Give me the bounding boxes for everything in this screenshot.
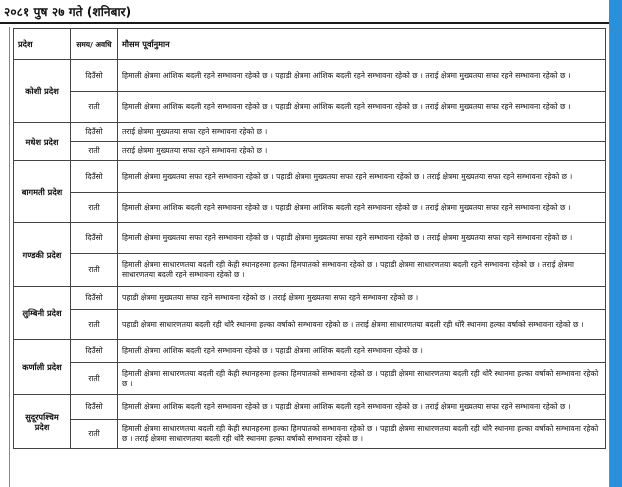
time-cell: दिउँसो — [71, 60, 118, 92]
table-row — [14, 193, 606, 223]
province-cell: गण्डकी प्रदेश — [14, 223, 71, 287]
time-cell: दिउँसो — [71, 123, 118, 142]
time-cell: दिउँसो — [71, 340, 118, 363]
table-row — [14, 340, 606, 363]
table-row — [14, 92, 606, 123]
time-cell: दिउँसो — [71, 287, 118, 310]
forecast-cell: पहाडी क्षेत्रमा साधारणतया बदली रही थोरै स्थानमा हल्का वर्षाको सम्भावना रहेको छ । तराई क्षेत्रमा साधारणतया बदली रही थोरै स्थानमा हल्का वर्षाको सम्भावना रहेको छ । — [118, 310, 606, 340]
forecast-cell: हिमाली क्षेत्रमा आंशिक बदली रहने सम्भावना रहेको छ । पहाडी क्षेत्रमा आंशिक बदली रहने सम्भावना रहेको छ । तराई क्षेत्रमा मुख्यतया सफा रहने सम्भावना रहेको छ । — [118, 395, 606, 420]
forecast-cell: तराई क्षेत्रमा मुख्यतया सफा रहने सम्भावना रहेको छ । — [118, 123, 606, 142]
table-row — [14, 123, 606, 142]
page-title: २०८१ पुष २७ गते (शनिबार) — [4, 5, 132, 19]
forecast-cell: हिमाली क्षेत्रमा आंशिक बदली रहने सम्भावना रहेको छ । पहाडी क्षेत्रमा आंशिक बदली रहने सम्भावना रहेको छ । तराई क्षेत्रमा मुख्यतया सफा रहने सम्भावना रहेको छ । — [118, 60, 606, 92]
province-cell: कर्णाली प्रदेश — [14, 340, 71, 395]
forecast-column-header: मौसम पूर्वानुमान — [118, 29, 606, 60]
title-bar — [0, 0, 609, 24]
table-row — [14, 60, 606, 92]
time-cell: दिउँसो — [71, 161, 118, 193]
time-column-header: समय/ अवधि — [71, 29, 118, 60]
province-cell: बागमती प्रदेश — [14, 161, 71, 223]
time-cell: राती — [71, 254, 118, 287]
time-cell: राती — [71, 420, 118, 449]
table-row — [14, 161, 606, 193]
province-cell: सुदूरपश्चिम प्रदेश — [14, 395, 71, 449]
forecast-cell: हिमाली क्षेत्रमा साधारणतया बदली रही केही स्थानहरुमा हल्का हिमपातको सम्भावना रहेको छ । पहाडी क्षेत्रमा साधारणतया बदली रही थोरै स्थानमा हल्का वर्षाको सम्भावना रहेको छ । — [118, 363, 606, 395]
table-row — [14, 287, 606, 310]
forecast-cell: हिमाली क्षेत्रमा साधारणतया बदली रही केही स्थानहरुमा हल्का हिमपातको सम्भावना रहेको छ । पहाडी क्षेत्रमा साधारणतया बदली रहने सम्भावना रहेको छ । तराई क्षेत्रमा साधारणतया बदली रहने सम्भावना रहेको छ । — [118, 254, 606, 287]
forecast-cell: हिमाली क्षेत्रमा मुख्यतया सफा रहने सम्भावना रहेको छ । पहाडी क्षेत्रमा मुख्यतया सफा रहने सम्भावना रहेको छ । तराई क्षेत्रमा मुख्यतया सफा रहने सम्भावना रहेको छ । — [118, 223, 606, 254]
province-cell: कोशी प्रदेश — [14, 60, 71, 123]
forecast-cell: हिमाली क्षेत्रमा साधारणतया बदली रही केही स्थानहरुमा हल्का हिमपातको सम्भावना रहेको छ । पहाडी क्षेत्रमा साधारणतया बदली रही थोरै स्थानमा हल्का वर्षाको सम्भावना रहेको छ । तराई क्षेत्रमा साधारणतया बदली रही थोरै स्थानमा हल्का वर्षाको सम्भावना रहेको छ । — [118, 420, 606, 449]
province-cell: लुम्बिनी प्रदेश — [14, 287, 71, 340]
forecast-cell: हिमाली क्षेत्रमा आंशिक बदली रहने सम्भावना रहेको छ । पहाडी क्षेत्रमा आंशिक बदली रहने सम्भावना रहेको छ । तराई क्षेत्रमा मुख्यतया सफा रहने सम्भावना रहेको छ । — [118, 92, 606, 123]
province-cell: मधेश प्रदेश — [14, 123, 71, 161]
header-row — [14, 29, 606, 60]
time-cell: राती — [71, 310, 118, 340]
table-row — [14, 363, 606, 395]
time-cell: दिउँसो — [71, 223, 118, 254]
table-row — [14, 223, 606, 254]
time-cell: दिउँसो — [71, 395, 118, 420]
forecast-table — [13, 28, 606, 449]
time-cell: राती — [71, 363, 118, 395]
time-cell: राती — [71, 193, 118, 223]
time-cell: राती — [71, 142, 118, 161]
forecast-cell: हिमाली क्षेत्रमा आंशिक बदली रहने सम्भावना रहेको छ । पहाडी क्षेत्रमा आंशिक बदली रहने सम्भावना रहेको छ । तराई क्षेत्रमा मुख्यतया सफा रहने सम्भावना रहेको छ । — [118, 193, 606, 223]
table-row — [14, 420, 606, 449]
forecast-cell: हिमाली क्षेत्रमा मुख्यतया सफा रहने सम्भावना रहेको छ । पहाडी क्षेत्रमा मुख्यतया सफा रहने सम्भावना रहेको छ । तराई क्षेत्रमा मुख्यतया सफा रहने सम्भावना रहेको छ । — [118, 161, 606, 193]
time-cell: राती — [71, 92, 118, 123]
table-row — [14, 254, 606, 287]
forecast-cell: पहाडी क्षेत्रमा मुख्यतया सफा रहने सम्भावना रहेको छ । तराई क्षेत्रमा मुख्यतया सफा रहने सम्भावना रहेको छ । — [118, 287, 606, 310]
table-row — [14, 142, 606, 161]
forecast-cell: हिमाली क्षेत्रमा आंशिक बदली रहने सम्भावना रहेको छ । पहाडी क्षेत्रमा आंशिक बदली रहने सम्भावना रहेको छ । — [118, 340, 606, 363]
window-edge-strip — [609, 0, 622, 487]
province-column-header: प्रदेश — [14, 29, 71, 60]
forecast-cell: तराई क्षेत्रमा मुख्यतया सफा रहने सम्भावना रहेको छ । — [118, 142, 606, 161]
table-row — [14, 310, 606, 340]
table-row — [14, 395, 606, 420]
